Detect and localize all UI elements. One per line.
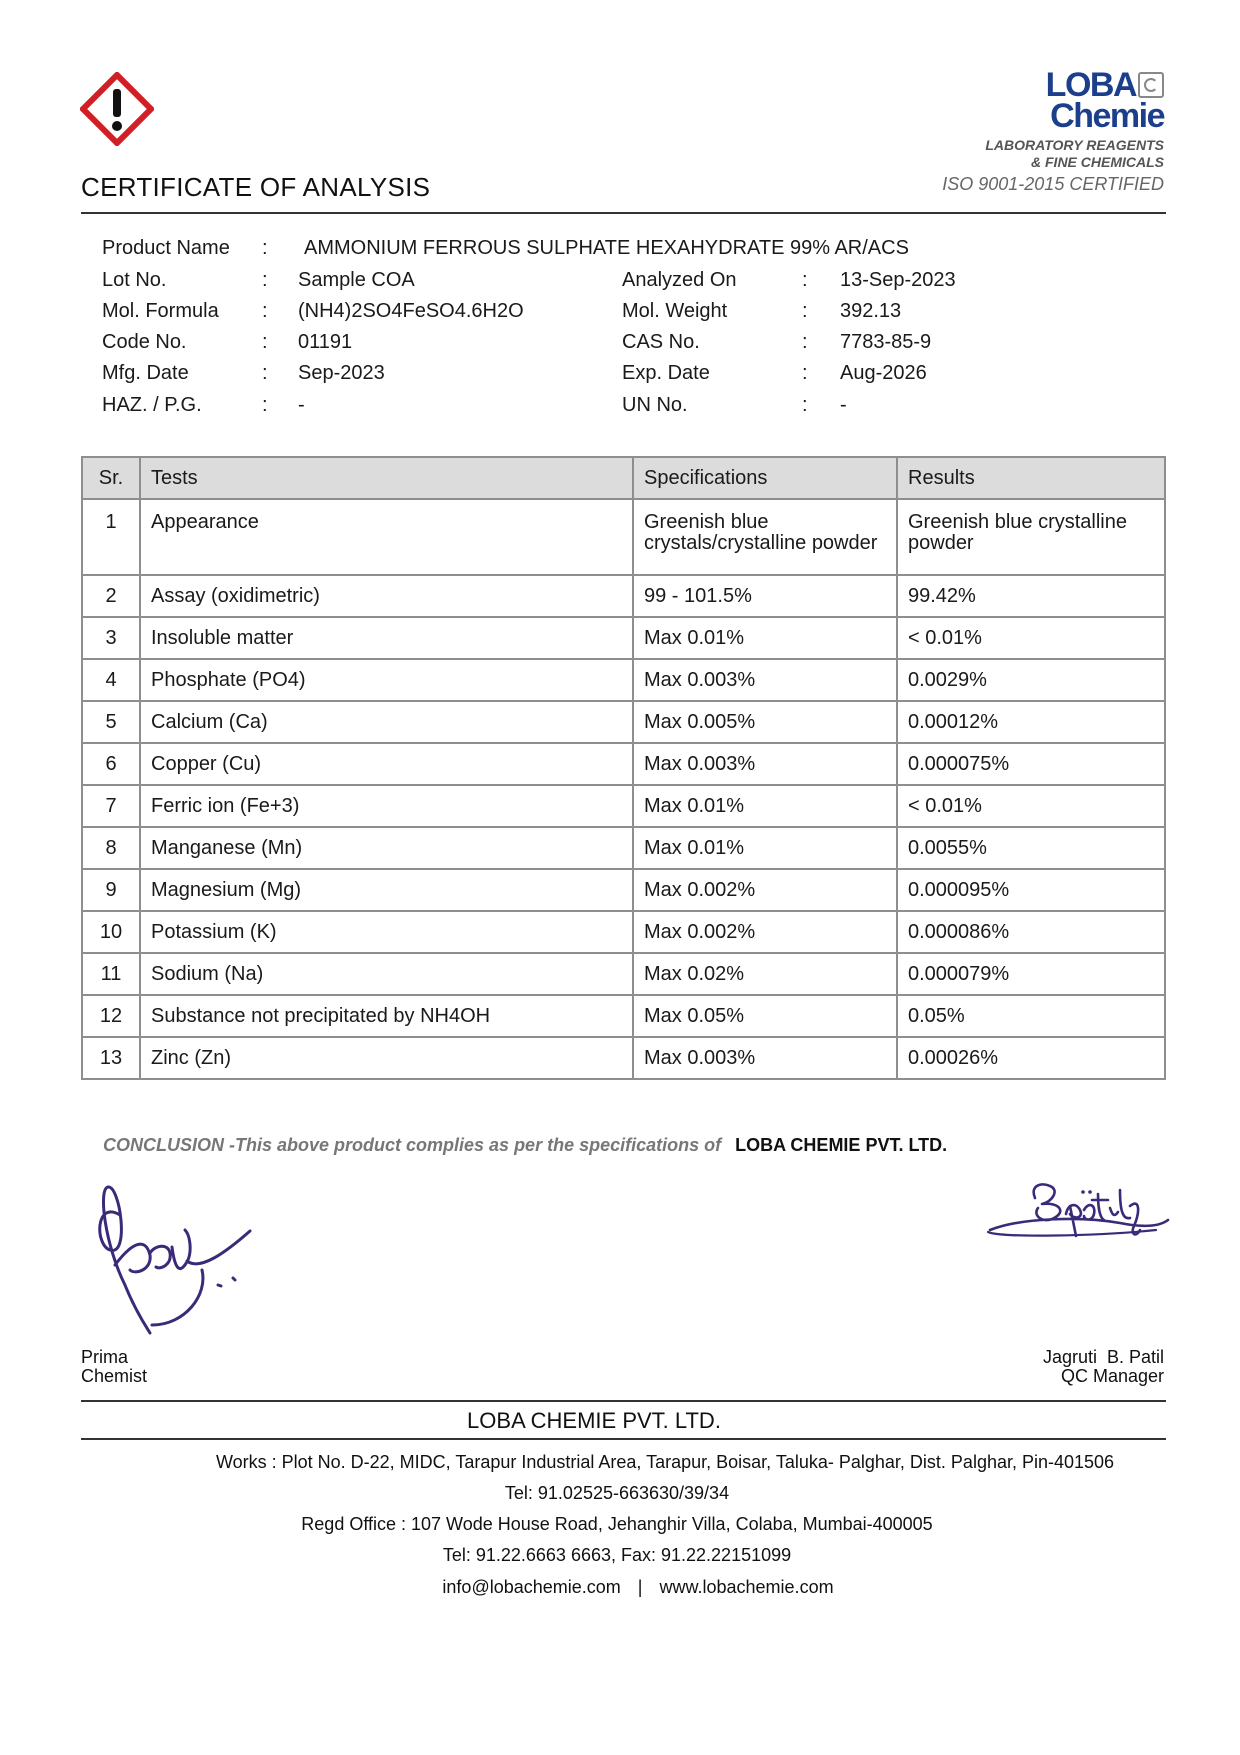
- cell-spec: Max 0.02%: [633, 953, 897, 995]
- info-label: Code No.: [102, 331, 187, 353]
- website-link[interactable]: www.lobachemie.com: [659, 1577, 834, 1597]
- product-name-row: [0, 237, 1240, 263]
- cell-sr: 5: [82, 701, 140, 743]
- info-value: 01191: [298, 331, 353, 353]
- info-label: CAS No.: [622, 331, 700, 353]
- separator: :: [262, 394, 268, 416]
- footer-divider-bottom: [81, 1438, 1166, 1440]
- info-row: [0, 362, 1240, 388]
- cell-sr: 7: [82, 785, 140, 827]
- page-title: CERTIFICATE OF ANALYSIS: [81, 172, 431, 202]
- cell-test: Phosphate (PO4): [140, 659, 633, 701]
- cell-result: 0.000075%: [897, 743, 1165, 785]
- logo-mark-icon: [1138, 72, 1164, 98]
- cell-sr: 6: [82, 743, 140, 785]
- cell-test: Magnesium (Mg): [140, 869, 633, 911]
- info-row: [0, 300, 1240, 326]
- logo-line-2: Chemie: [1050, 97, 1164, 135]
- conclusion: [103, 1135, 947, 1156]
- separator: :: [262, 362, 268, 384]
- table-row: [82, 743, 1165, 785]
- cell-spec: Max 0.01%: [633, 785, 897, 827]
- info-label: UN No.: [622, 394, 688, 416]
- cell-spec: Max 0.01%: [633, 617, 897, 659]
- info-row: [0, 269, 1240, 295]
- contact-divider: |: [637, 1577, 643, 1597]
- info-value: -: [298, 394, 305, 416]
- info-value: 392.13: [840, 300, 902, 322]
- info-value: Aug-2026: [840, 362, 927, 384]
- cell-test: Substance not precipitated by NH4OH: [140, 995, 633, 1037]
- cell-result: Greenish blue crystalline powder: [897, 499, 1165, 575]
- cell-test: Calcium (Ca): [140, 701, 633, 743]
- table-row: [82, 785, 1165, 827]
- header-sr: Sr.: [82, 457, 140, 499]
- chemist-role: Chemist: [81, 1366, 148, 1386]
- info-label: Mfg. Date: [102, 362, 189, 384]
- info-value: Sample COA: [298, 269, 415, 291]
- cell-spec: Max 0.002%: [633, 869, 897, 911]
- analysis-table: [81, 456, 1166, 1080]
- cell-result: 0.00012%: [897, 701, 1165, 743]
- product-name-label: Product Name: [102, 237, 230, 259]
- conclusion-company: LOBA CHEMIE PVT. LTD.: [735, 1135, 948, 1155]
- separator: :: [802, 269, 808, 291]
- header-specifications: Specifications: [633, 457, 897, 499]
- chemist-signature-block: [81, 1348, 147, 1386]
- cell-spec: Max 0.003%: [633, 743, 897, 785]
- cell-test: Insoluble matter: [140, 617, 633, 659]
- separator: :: [802, 300, 808, 322]
- qc-manager-role: QC Manager: [1060, 1366, 1164, 1386]
- works-telephone: Tel: 91.02525-663630/39/34: [504, 1483, 730, 1503]
- cell-sr: 12: [82, 995, 140, 1037]
- qc-manager-signature: [980, 1168, 1175, 1253]
- cell-test: Ferric ion (Fe+3): [140, 785, 633, 827]
- registered-office-telephone: Tel: 91.22.6663 6663, Fax: 91.22.22151099: [442, 1545, 792, 1565]
- cell-spec: Greenish blue crystals/crystalline powder: [633, 499, 897, 575]
- cell-result: 0.000086%: [897, 911, 1165, 953]
- table-row: [82, 575, 1165, 617]
- header-results: Results: [897, 457, 1165, 499]
- registered-office-address: Regd Office : 107 Wode House Road, Jehanghir Villa, Colaba, Mumbai-400005: [301, 1514, 933, 1534]
- table-row: [82, 869, 1165, 911]
- cell-result: < 0.01%: [897, 617, 1165, 659]
- info-value: Sep-2023: [298, 362, 385, 384]
- header-tests: Tests: [140, 457, 633, 499]
- info-value: (NH4)2SO4FeSO4.6H2O: [298, 300, 524, 322]
- table-row: [82, 701, 1165, 743]
- info-label: Mol. Weight: [622, 300, 728, 322]
- cell-spec: Max 0.003%: [633, 659, 897, 701]
- cell-test: Sodium (Na): [140, 953, 633, 995]
- cell-sr: 10: [82, 911, 140, 953]
- separator: :: [262, 237, 268, 259]
- cell-spec: Max 0.01%: [633, 827, 897, 869]
- cell-result: 0.000079%: [897, 953, 1165, 995]
- contact-line: [18, 1577, 1240, 1598]
- table-row: [82, 617, 1165, 659]
- cell-sr: 11: [82, 953, 140, 995]
- cell-sr: 3: [82, 617, 140, 659]
- table-row: [82, 995, 1165, 1037]
- info-row: [0, 394, 1240, 420]
- works-address: Works : Plot No. D-22, MIDC, Tarapur Industrial Area, Tarapur, Boisar, Taluka- Palghar, Dist. Palghar, Pin-401506: [215, 1452, 1115, 1472]
- info-label: Analyzed On: [622, 269, 737, 291]
- separator: :: [802, 362, 808, 384]
- table-row: [82, 953, 1165, 995]
- cell-test: Zinc (Zn): [140, 1037, 633, 1079]
- info-value: 13-Sep-2023: [840, 269, 956, 291]
- cell-test: Appearance: [140, 499, 633, 575]
- info-value: -: [840, 394, 847, 416]
- qc-manager-signature-block: [1043, 1348, 1164, 1386]
- info-label: HAZ. / P.G.: [102, 394, 202, 416]
- conclusion-text: CONCLUSION -This above product complies as per the specifications of: [103, 1135, 722, 1155]
- cell-sr: 4: [82, 659, 140, 701]
- info-label: Mol. Formula: [102, 300, 219, 322]
- logo-line-1: LOBA: [1045, 66, 1136, 104]
- table-row: [82, 1037, 1165, 1079]
- info-label: Lot No.: [102, 269, 167, 291]
- header-divider: [81, 212, 1166, 214]
- info-row: [0, 331, 1240, 357]
- cell-sr: 13: [82, 1037, 140, 1079]
- cell-result: 0.0029%: [897, 659, 1165, 701]
- cell-spec: 99 - 101.5%: [633, 575, 897, 617]
- cell-test: Copper (Cu): [140, 743, 633, 785]
- cell-test: Potassium (K): [140, 911, 633, 953]
- company-logo: [985, 66, 1164, 171]
- separator: :: [802, 394, 808, 416]
- cell-spec: Max 0.005%: [633, 701, 897, 743]
- info-label: Exp. Date: [622, 362, 710, 384]
- table-header-row: [82, 457, 1165, 499]
- cell-result: 99.42%: [897, 575, 1165, 617]
- exclamation-hazard-icon: [80, 72, 154, 146]
- cell-spec: Max 0.003%: [633, 1037, 897, 1079]
- product-name-value: AMMONIUM FERROUS SULPHATE HEXAHYDRATE 99% AR/ACS: [304, 237, 909, 259]
- cell-sr: 9: [82, 869, 140, 911]
- logo-tagline-1: LABORATORY REAGENTS: [985, 137, 1164, 153]
- cell-spec: Max 0.002%: [633, 911, 897, 953]
- table-row: [82, 911, 1165, 953]
- cell-result: 0.05%: [897, 995, 1165, 1037]
- cell-sr: 2: [82, 575, 140, 617]
- separator: :: [262, 331, 268, 353]
- email-link[interactable]: info@lobachemie.com: [442, 1577, 621, 1597]
- chemist-name: Prima: [81, 1347, 129, 1367]
- cell-test: Assay (oxidimetric): [140, 575, 633, 617]
- cell-result: 0.0055%: [897, 827, 1165, 869]
- table-row: [82, 499, 1165, 575]
- qc-manager-name: Jagruti B. Patil: [1042, 1347, 1164, 1367]
- cell-sr: 8: [82, 827, 140, 869]
- cell-result: < 0.01%: [897, 785, 1165, 827]
- footer-company-name: LOBA CHEMIE PVT. LTD.: [467, 1408, 721, 1433]
- logo-tagline-2: & FINE CHEMICALS: [1031, 154, 1164, 170]
- footer-divider-top: [81, 1400, 1166, 1402]
- cell-sr: 1: [82, 499, 140, 575]
- table-row: [82, 827, 1165, 869]
- cell-test: Manganese (Mn): [140, 827, 633, 869]
- table-row: [82, 659, 1165, 701]
- cell-result: 0.000095%: [897, 869, 1165, 911]
- separator: :: [262, 300, 268, 322]
- cell-result: 0.00026%: [897, 1037, 1165, 1079]
- iso-certification: ISO 9001-2015 CERTIFIED: [942, 174, 1164, 194]
- separator: :: [262, 269, 268, 291]
- cell-spec: Max 0.05%: [633, 995, 897, 1037]
- chemist-signature: [90, 1175, 290, 1345]
- separator: :: [802, 331, 808, 353]
- info-value: 7783-85-9: [840, 331, 932, 353]
